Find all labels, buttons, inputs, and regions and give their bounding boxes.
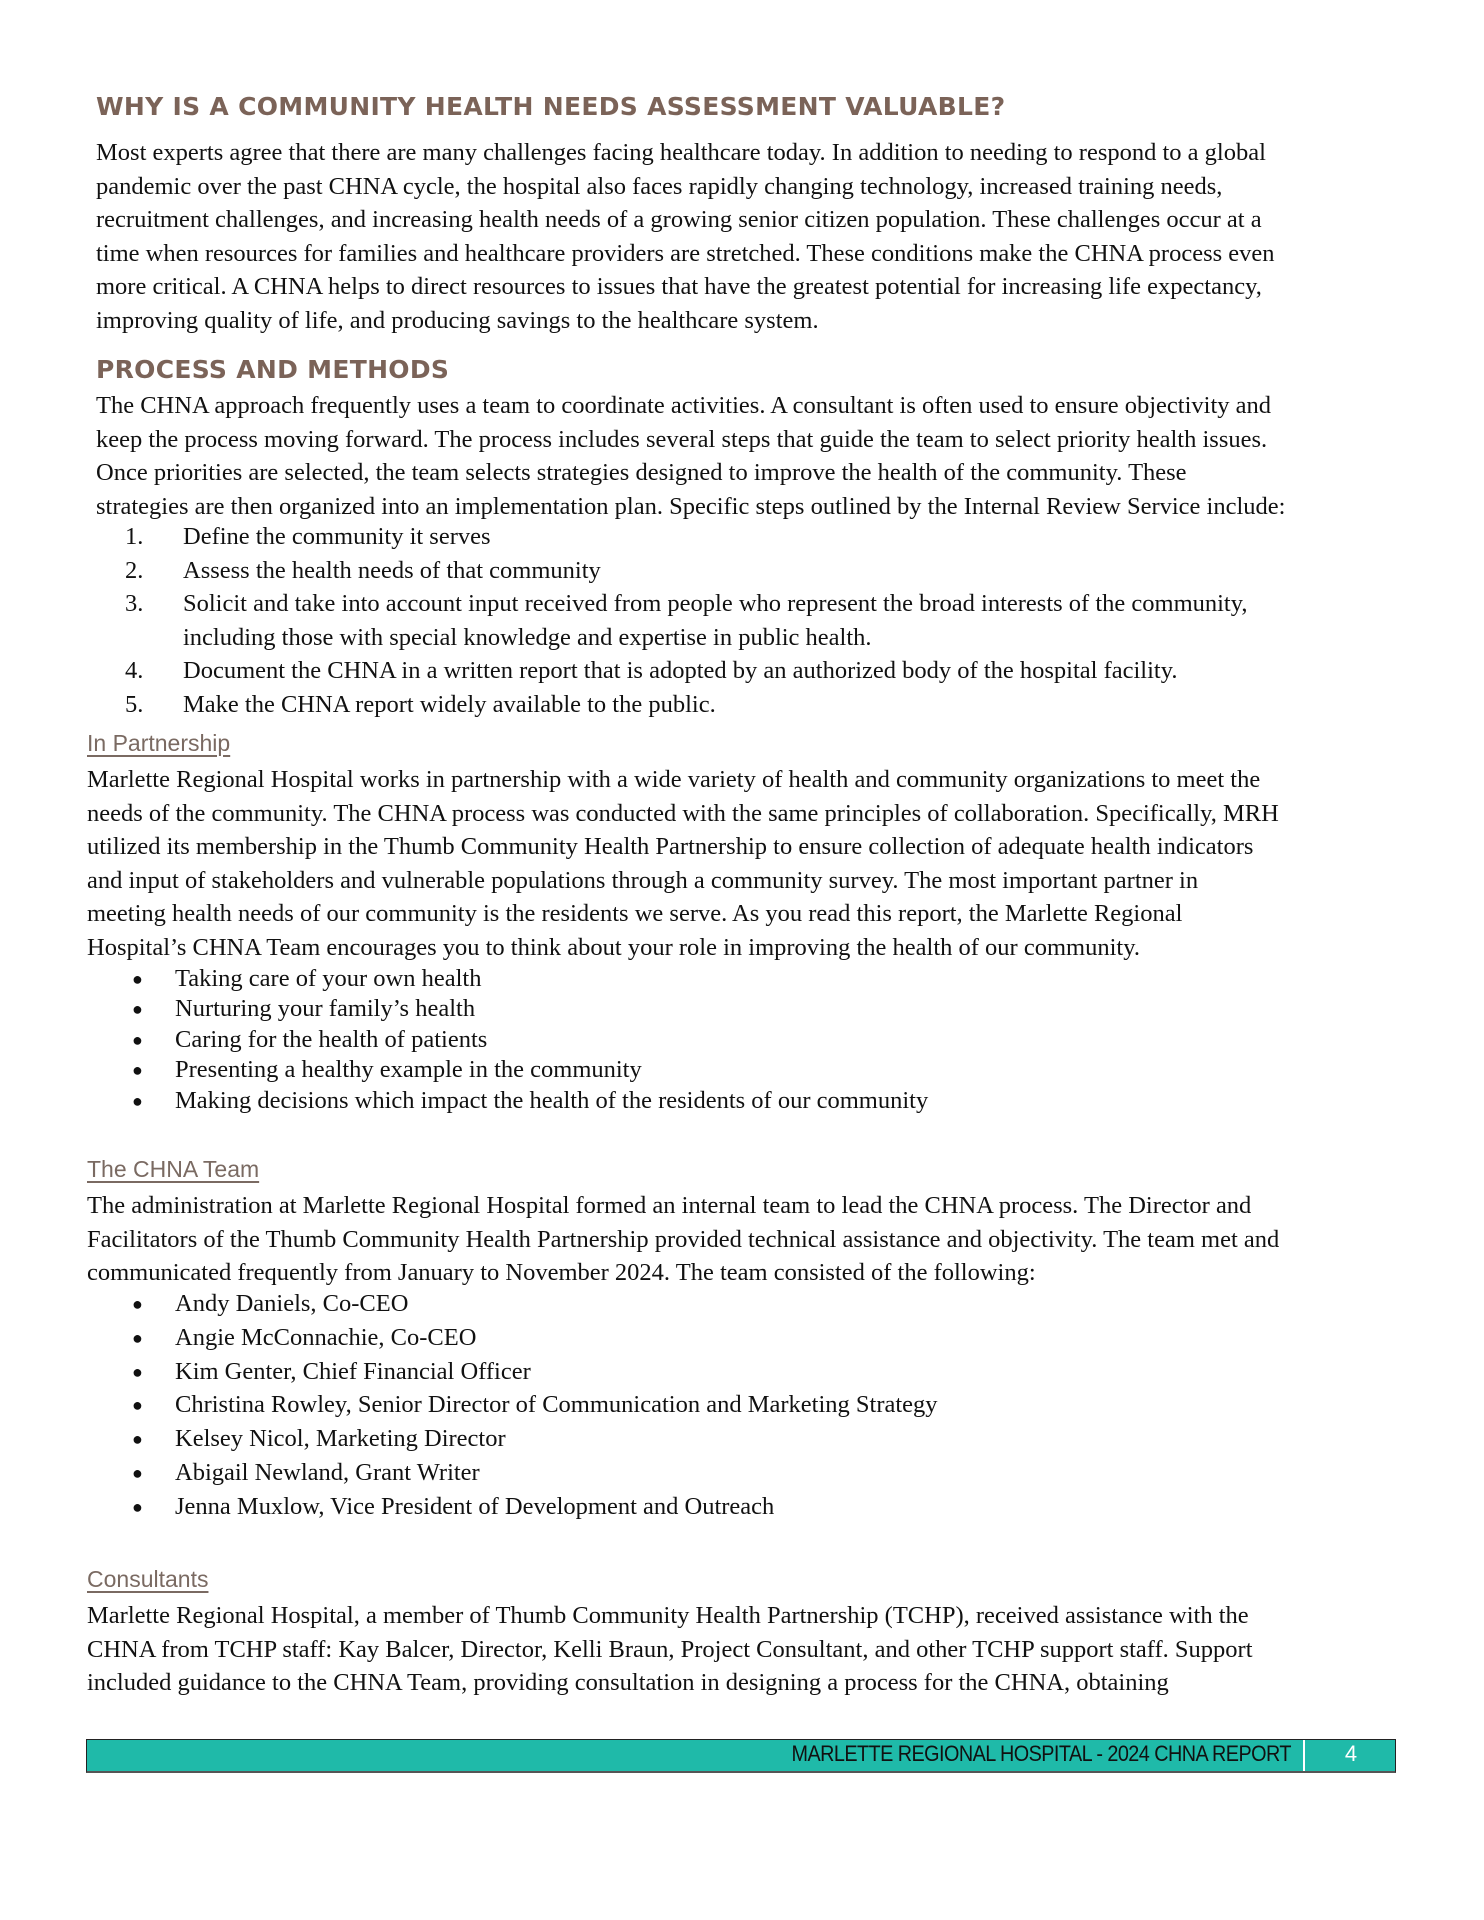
list-number: 5. [125, 690, 144, 718]
text-line: more critical. A CHNA helps to direct resources to issues that have the greatest potential for increasing life expectancy, [96, 273, 1262, 301]
text-line: utilized its membership in the Thumb Community Health Partnership to ensure collection of adequate health indicators [87, 833, 1254, 861]
list-text: Solicit and take into account input received from people who represent the broad interests of the community, [183, 590, 1248, 618]
text-line: The CHNA approach frequently uses a team to coordinate activities. A consultant is often used to ensure objectivity and [96, 392, 1272, 419]
text-line: and input of stakeholders and vulnerable populations through a community survey. The most important partner in [87, 866, 1199, 894]
irs-steps-list [0, 523, 1484, 725]
footer-report-title: MARLETTE REGIONAL HOSPITAL - 2024 CHNA REPORT [791, 1741, 1291, 1766]
subheading-consultants: Consultants [87, 1566, 209, 1592]
bullet-icon: ● [132, 1462, 143, 1483]
list-number: 2. [125, 556, 144, 584]
text-line: keep the process moving forward. The process includes several steps that guide the team to select priority health issues. [96, 425, 1268, 453]
list-number: 1. [125, 523, 144, 550]
paragraph-consultants [87, 1599, 1253, 1700]
bullet-item [0, 1056, 1484, 1086]
team-member-item [0, 1324, 1484, 1358]
list-number: 3. [125, 590, 144, 618]
bullet-item [0, 1026, 1484, 1056]
bullet-icon: ● [132, 1060, 143, 1081]
heading-process-and-methods: PROCESS AND METHODS [96, 355, 450, 384]
bullet-icon: ● [132, 1429, 143, 1450]
text-line: time when resources for families and healthcare providers are stretched. These conditions make the CHNA process even [96, 239, 1275, 267]
team-member-text: Christina Rowley, Senior Director of Communication and Marketing Strategy [175, 1391, 938, 1419]
bullet-item [0, 995, 1484, 1025]
paragraph-process [96, 389, 1285, 523]
heading-why-chna-valuable: WHY IS A COMMUNITY HEALTH NEEDS ASSESSMENT VALUABLE? [96, 92, 1006, 121]
list-text: Assess the health needs of that community [183, 556, 601, 584]
bullet-icon: ● [132, 999, 143, 1020]
bullet-item [0, 1087, 1484, 1117]
team-member-text: Andy Daniels, Co-CEO [175, 1290, 409, 1317]
paragraph-team [87, 1189, 1279, 1290]
team-member-item [0, 1391, 1484, 1425]
text-line: CHNA from TCHP staff: Kay Balcer, Director, Kelli Braun, Project Consultant, and other TCHP support staff. Support [87, 1635, 1253, 1663]
bullet-text: Making decisions which impact the health of the residents of our community [175, 1086, 929, 1114]
bullet-icon: ● [132, 1395, 143, 1416]
list-text: Make the CHNA report widely available to the public. [183, 690, 716, 718]
text-line: Facilitators of the Thumb Community Health Partnership provided technical assistance and objectivity. The team met and [87, 1225, 1280, 1253]
team-members-list [0, 1290, 1484, 1527]
text-line: Marlette Regional Hospital works in partnership with a wide variety of health and community organizations to meet the [87, 766, 1261, 793]
text-line: meeting health needs of our community is the residents we serve. As you read this report, the Marlette Regional [87, 900, 1183, 928]
bullet-icon: ● [132, 969, 143, 989]
subheading-chna-team: The CHNA Team [87, 1156, 260, 1182]
text-line: pandemic over the past CHNA cycle, the hospital also faces rapidly changing technology, increased training needs, [96, 172, 1223, 200]
text-line: Most experts agree that there are many challenges facing healthcare today. In addition to needing to respond to a global [96, 139, 1266, 166]
team-member-item [0, 1290, 1484, 1324]
text-line: included guidance to the CHNA Team, providing consultation in designing a process for the CHNA, obtaining [87, 1669, 1169, 1697]
bullet-item [0, 965, 1484, 995]
team-member-item [0, 1425, 1484, 1459]
team-member-item [0, 1358, 1484, 1392]
text-line: communicated frequently from January to November 2024. The team consisted of the following: [87, 1259, 1036, 1287]
team-member-text: Jenna Muxlow, Vice President of Development and Outreach [175, 1492, 775, 1520]
paragraph-why [96, 136, 1275, 338]
bullet-text: Presenting a healthy example in the community [175, 1056, 642, 1084]
bullet-text: Caring for the health of patients [175, 1025, 488, 1053]
text-line: Marlette Regional Hospital, a member of Thumb Community Health Partnership (TCHP), received assistance with the [87, 1602, 1249, 1629]
list-text-continued: including those with special knowledge and expertise in public health. [183, 623, 872, 651]
list-item [0, 557, 1484, 591]
paragraph-partnership [87, 763, 1279, 965]
team-member-text: Kelsey Nicol, Marketing Director [175, 1425, 506, 1453]
team-member-item [0, 1459, 1484, 1493]
text-line: The administration at Marlette Regional Hospital formed an internal team to lead the CHNA process. The Director and [87, 1192, 1252, 1219]
text-line: recruitment challenges, and increasing health needs of a growing senior citizen population. These challenges occur at a [96, 206, 1262, 234]
list-item [0, 590, 1484, 657]
subheading-in-partnership: In Partnership [87, 730, 231, 756]
list-text: Document the CHNA in a written report that is adopted by an authorized body of the hospital facility. [183, 657, 1178, 685]
bullet-icon: ● [132, 1029, 143, 1050]
page-footer-bar [86, 1739, 1396, 1773]
list-item [0, 523, 1484, 557]
list-item [0, 691, 1484, 725]
bullet-text: Nurturing your family’s health [175, 995, 476, 1023]
bullet-icon: ● [132, 1361, 143, 1382]
bullet-icon: ● [132, 1294, 143, 1314]
text-line: needs of the community. The CHNA process was conducted with the same principles of collaboration. Specifically, MRH [87, 799, 1279, 827]
text-line: strategies are then organized into an implementation plan. Specific steps outlined by the Internal Review Service include: [96, 492, 1286, 520]
team-member-text: Angie McConnachie, Co-CEO [175, 1323, 477, 1351]
team-member-text: Kim Genter, Chief Financial Officer [175, 1357, 531, 1385]
text-line: Once priorities are selected, the team selects strategies designed to improve the health of the community. These [96, 459, 1187, 487]
bullet-icon: ● [132, 1327, 143, 1348]
bullet-text: Taking care of your own health [175, 965, 482, 992]
page-number: 4 [1344, 1741, 1358, 1766]
text-line: improving quality of life, and producing savings to the healthcare system. [96, 306, 819, 334]
bullet-icon: ● [132, 1090, 143, 1111]
text-line: Hospital’s CHNA Team encourages you to think about your role in improving the health of our community. [87, 933, 1140, 961]
team-member-item [0, 1493, 1484, 1527]
bullet-icon: ● [132, 1496, 143, 1517]
team-member-text: Abigail Newland, Grant Writer [175, 1458, 480, 1486]
community-role-bullets [0, 965, 1484, 1117]
list-text: Define the community it serves [183, 523, 491, 550]
list-number: 4. [125, 657, 144, 685]
list-item [0, 657, 1484, 691]
